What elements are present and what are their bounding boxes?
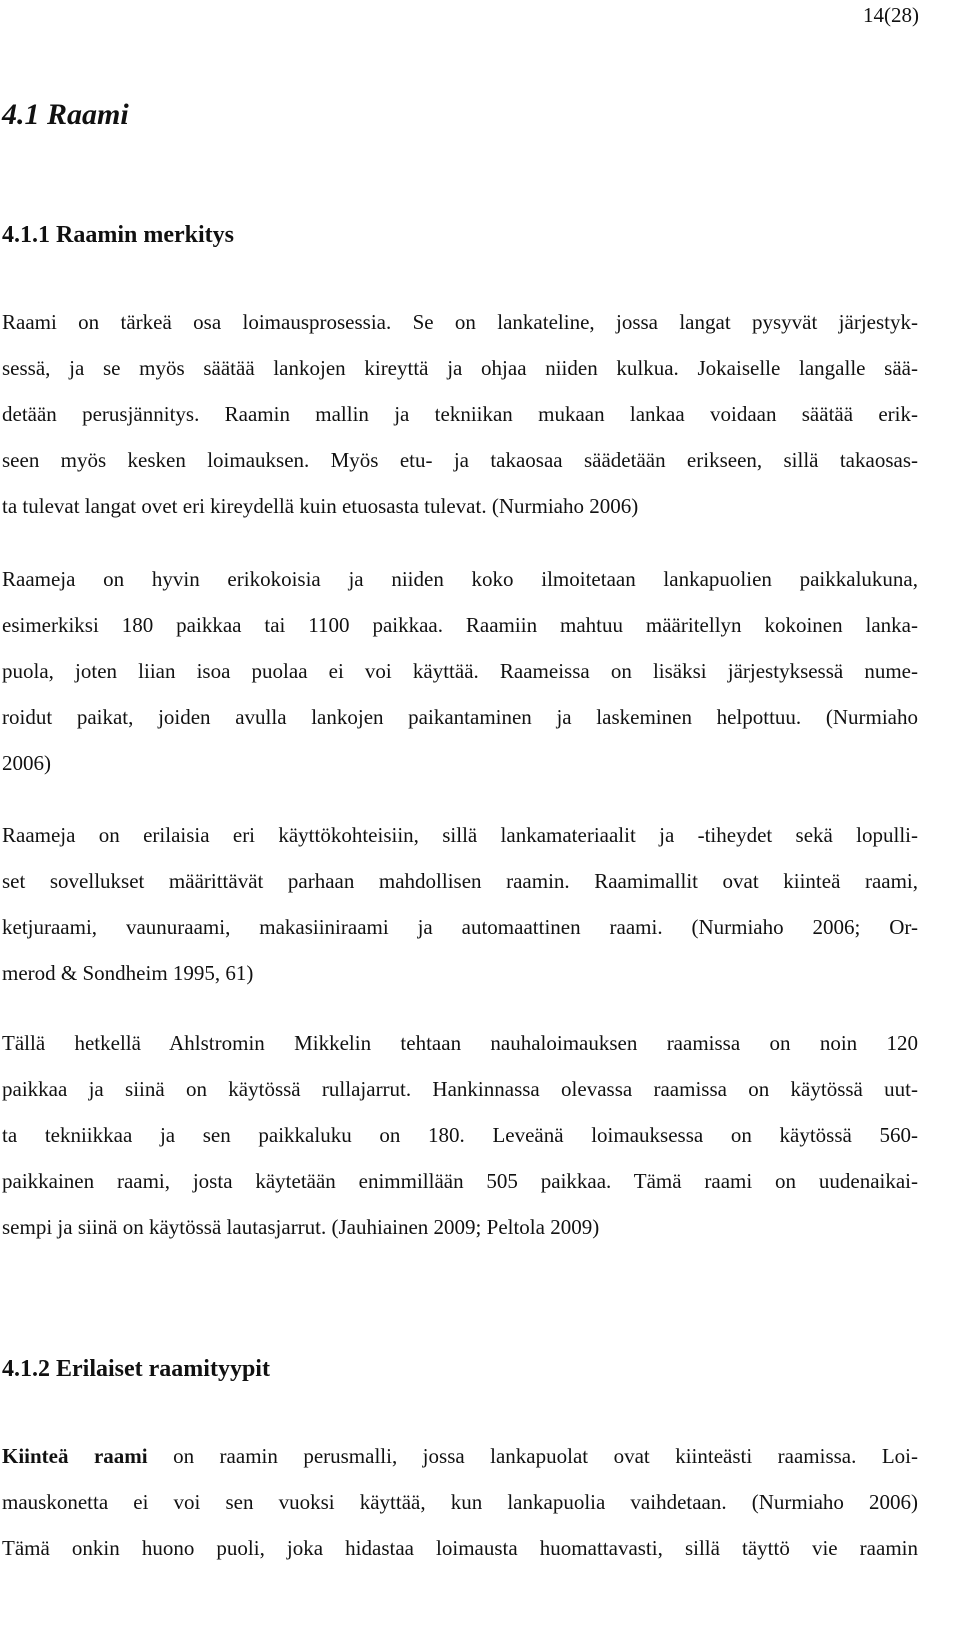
paragraph-line: esimerkiksi 180 paikkaa tai 1100 paikkaa. Raamiin mahtuu määritellyn kokoinen lanka- [2,613,918,637]
paragraph-line: seen myös kesken loimauksen. Myös etu- ja takaosaa säädetään erikseen, sillä takaosas- [2,448,918,472]
paragraph-line: Raameja on hyvin erikokoisia ja niiden koko ilmoitetaan lankapuolien paikkalukuna, [2,567,918,591]
subsection-heading-merkitys: 4.1.1 Raamin merkitys [2,222,234,248]
paragraph-line: ta tulevat langat ovet eri kireydellä kuin etuosasta tulevat. (Nurmiaho 2006) [2,494,639,518]
paragraph-1 [2,299,918,529]
paragraph-line: Tämä onkin huono puoli, joka hidastaa loimausta huomattavasti, sillä täyttö vie raamin [2,1536,918,1560]
paragraph-line: ketjuraami, vaunuraami, makasiiniraami ja automaattinen raami. (Nurmiaho 2006; Or- [2,915,918,939]
paragraph-2 [2,556,918,786]
paragraph-line [2,1433,918,1479]
paragraph-line: Raami on tärkeä osa loimausprosessia. Se on lankateline, jossa langat pysyvät järjestyk- [2,310,918,334]
paragraph-line: set sovellukset määrittävät parhaan mahdollisen raamin. Raamimallit ovat kiinteä raami, [2,869,918,893]
paragraph-5 [2,1433,918,1571]
term-kiintea-raami: Kiinteä raami [2,1444,148,1468]
paragraph-line: ta tekniikkaa ja sen paikkaluku on 180. Leveänä loimauksessa on käytössä 560- [2,1123,918,1147]
page-number: 14(28) [863,3,919,27]
paragraph-line: Raameja on erilaisia eri käyttökohteisiin, sillä lankamateriaalit ja -tiheydet sekä lopulli- [2,823,918,847]
paragraph-3 [2,812,918,996]
paragraph-line: paikkainen raami, josta käytetään enimmillään 505 paikkaa. Tämä raami on uudenaikai- [2,1169,918,1193]
paragraph-4 [2,1020,918,1250]
subsection-heading-raamityypit: 4.1.2 Erilaiset raamityypit [2,1356,270,1382]
paragraph-line: merod & Sondheim 1995, 61) [2,961,254,985]
paragraph-line: detään perusjännitys. Raamin mallin ja tekniikan mukaan lankaa voidaan säätää erik- [2,402,918,426]
paragraph-line: sempi ja siinä on käytössä lautasjarrut. (Jauhiainen 2009; Peltola 2009) [2,1215,600,1239]
paragraph-line: roidut paikat, joiden avulla lankojen paikantaminen ja laskeminen helpottuu. (Nurmiaho [2,705,918,729]
section-heading: 4.1 Raami [2,98,129,131]
paragraph-line: sessä, ja se myös säätää lankojen kireyttä ja ohjaa niiden kulkua. Jokaiselle langalle sää- [2,356,918,380]
paragraph-text: on raamin perusmalli, jossa lankapuolat ovat kiinteästi raamissa. Loi- [147,1444,918,1468]
paragraph-line: mauskonetta ei voi sen vuoksi käyttää, kun lankapuolia vaihdetaan. (Nurmiaho 2006) [2,1490,918,1514]
paragraph-line: 2006) [2,751,51,775]
paragraph-line: puola, joten liian isoa puolaa ei voi käyttää. Raameissa on lisäksi järjestyksessä nume- [2,659,918,683]
paragraph-line: paikkaa ja siinä on käytössä rullajarrut. Hankinnassa olevassa raamissa on käytössä uut- [2,1077,918,1101]
paragraph-line: Tällä hetkellä Ahlstromin Mikkelin tehtaan nauhaloimauksen raamissa on noin 120 [2,1031,918,1055]
